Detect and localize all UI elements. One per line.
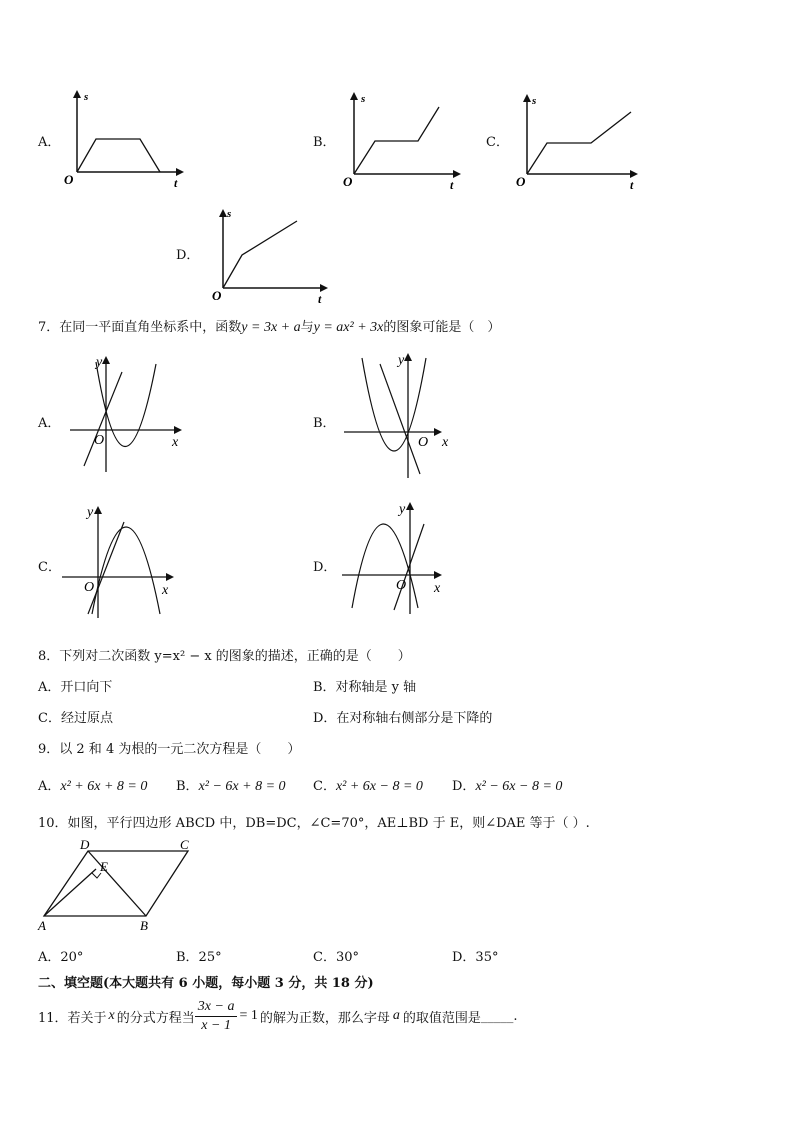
q9-c-eq: x² + 6x − 8 = 0 bbox=[335, 779, 423, 794]
q6-c-axis-s: s bbox=[532, 95, 537, 107]
q11-stem bbox=[38, 996, 518, 1036]
q6-b-axis-s: s bbox=[361, 93, 366, 105]
q10-option-d: D．35° bbox=[452, 950, 499, 965]
q7-func1: y = 3x + a bbox=[241, 320, 301, 335]
q7-graph-c bbox=[58, 500, 188, 622]
q7-graph-a bbox=[66, 350, 196, 476]
q9-a-eq: x² + 6x + 8 = 0 bbox=[60, 779, 148, 794]
q6-a-origin: O bbox=[64, 172, 74, 187]
q9-c-label: C． bbox=[313, 779, 336, 794]
q7-option-c-label: C． bbox=[38, 560, 61, 575]
q8-option-a: A．开口向下 bbox=[38, 680, 113, 695]
q7-func2: y = ax² + 3x bbox=[313, 320, 384, 335]
q6-graph-a bbox=[60, 88, 190, 188]
q7-d-axis-x: x bbox=[434, 581, 441, 596]
q10-option-a: A．20° bbox=[38, 950, 84, 965]
q7-suffix: 的图象可能是（ ） bbox=[383, 320, 501, 335]
q6-option-a-label: A． bbox=[38, 135, 61, 150]
q11-frac-numerator: 3x − a bbox=[195, 999, 238, 1017]
q6-graph-d bbox=[206, 203, 336, 307]
q11-end: . bbox=[513, 1008, 518, 1024]
q7-stem-prefix: 7．在同一平面直角坐标系中，函数 bbox=[38, 320, 242, 335]
q11-answer-blank[interactable]: _____ bbox=[480, 1008, 514, 1024]
q8-option-c: C．经过原点 bbox=[38, 711, 113, 726]
q10-stem: 10．如图，平行四边形 ABCD 中，DB=DC，∠C=70°，AE⊥BD 于 E，则∠DAE 等于（ ）. bbox=[38, 816, 590, 831]
q7-c-axis-y: y bbox=[87, 505, 94, 520]
q11-mid1: 的分式方程当 bbox=[116, 1010, 195, 1026]
q6-b-origin: O bbox=[343, 174, 353, 189]
q6-option-c-label: C． bbox=[486, 135, 509, 150]
q6-a-axis-t: t bbox=[174, 176, 178, 188]
q9-b-label: B． bbox=[176, 779, 199, 794]
q8-option-d: D．在对称轴右侧部分是下降的 bbox=[313, 711, 493, 726]
q7-c-axis-x: x bbox=[162, 583, 169, 598]
q7-d-origin: O bbox=[396, 578, 407, 593]
q6-b-axis-t: t bbox=[450, 178, 454, 192]
section-2-title: 二、填空题(本大题共有 6 小题，每小题 3 分，共 18 分) bbox=[38, 976, 374, 991]
q10-option-c: C．30° bbox=[313, 950, 359, 965]
q7-stem bbox=[38, 316, 500, 336]
q7-d-axis-y: y bbox=[399, 502, 406, 517]
q7-option-d-label: D． bbox=[313, 560, 337, 575]
q7-a-axis-x: x bbox=[172, 435, 179, 450]
q7-b-origin: O bbox=[418, 435, 429, 450]
q7-c-origin: O bbox=[84, 580, 95, 595]
q10-parallelogram-figure bbox=[36, 838, 206, 934]
q9-option-a bbox=[38, 775, 147, 795]
q10-label-e: E bbox=[100, 859, 108, 874]
q11-var-x: x bbox=[108, 1008, 115, 1023]
q11-eq: = 1 bbox=[239, 1008, 258, 1023]
q8-stem: 8．下列对二次函数 y=x² − x 的图象的描述，正确的是（ ） bbox=[38, 649, 411, 664]
q6-c-origin: O bbox=[516, 174, 526, 189]
q7-graph-b bbox=[340, 348, 470, 482]
q11-suffix: 的取值范围是 bbox=[402, 1010, 481, 1026]
q6-option-d-label: D． bbox=[176, 248, 200, 263]
q7-graph-d bbox=[338, 496, 468, 620]
q7-a-origin: O bbox=[94, 433, 105, 448]
q11-prefix: 11．若关于 bbox=[38, 1010, 107, 1026]
q9-option-b bbox=[176, 775, 286, 795]
q7-b-axis-x: x bbox=[442, 435, 449, 450]
q7-option-a-label: A． bbox=[38, 416, 61, 431]
q9-d-eq: x² − 6x − 8 = 0 bbox=[475, 779, 563, 794]
q9-b-eq: x² − 6x + 8 = 0 bbox=[198, 779, 286, 794]
q6-d-axis-t: t bbox=[318, 292, 322, 306]
q7-b-axis-y: y bbox=[398, 353, 405, 368]
q9-d-label: D． bbox=[452, 779, 476, 794]
q9-option-d bbox=[452, 775, 562, 795]
q11-frac-denominator: x − 1 bbox=[201, 1017, 231, 1033]
q6-d-axis-s: s bbox=[227, 208, 232, 220]
q6-a-axis-s: s bbox=[84, 91, 89, 103]
q10-label-b: B bbox=[140, 918, 148, 933]
q6-graph-b bbox=[337, 88, 467, 192]
q7-option-b-label: B． bbox=[313, 416, 336, 431]
q6-graph-c bbox=[510, 88, 645, 192]
q8-option-b: B．对称轴是 y 轴 bbox=[313, 680, 417, 695]
q7-mid: 与 bbox=[300, 320, 314, 335]
q11-var-a: a bbox=[392, 1008, 400, 1023]
q11-fraction bbox=[195, 999, 238, 1034]
q6-d-origin: O bbox=[212, 288, 222, 303]
q10-label-a: A bbox=[38, 918, 46, 933]
q10-label-d: D bbox=[80, 838, 90, 852]
q9-option-c bbox=[313, 775, 423, 795]
q9-a-label: A． bbox=[38, 779, 61, 794]
q7-a-axis-y: y bbox=[96, 355, 103, 370]
q10-label-c: C bbox=[180, 838, 189, 852]
q6-option-b-label: B． bbox=[313, 135, 336, 150]
q11-mid2: 的解为正数，那么字母 bbox=[259, 1010, 390, 1026]
q6-c-axis-t: t bbox=[630, 178, 634, 192]
q10-option-b: B．25° bbox=[176, 950, 222, 965]
q9-stem: 9．以 2 和 4 为根的一元二次方程是（ ） bbox=[38, 742, 301, 757]
